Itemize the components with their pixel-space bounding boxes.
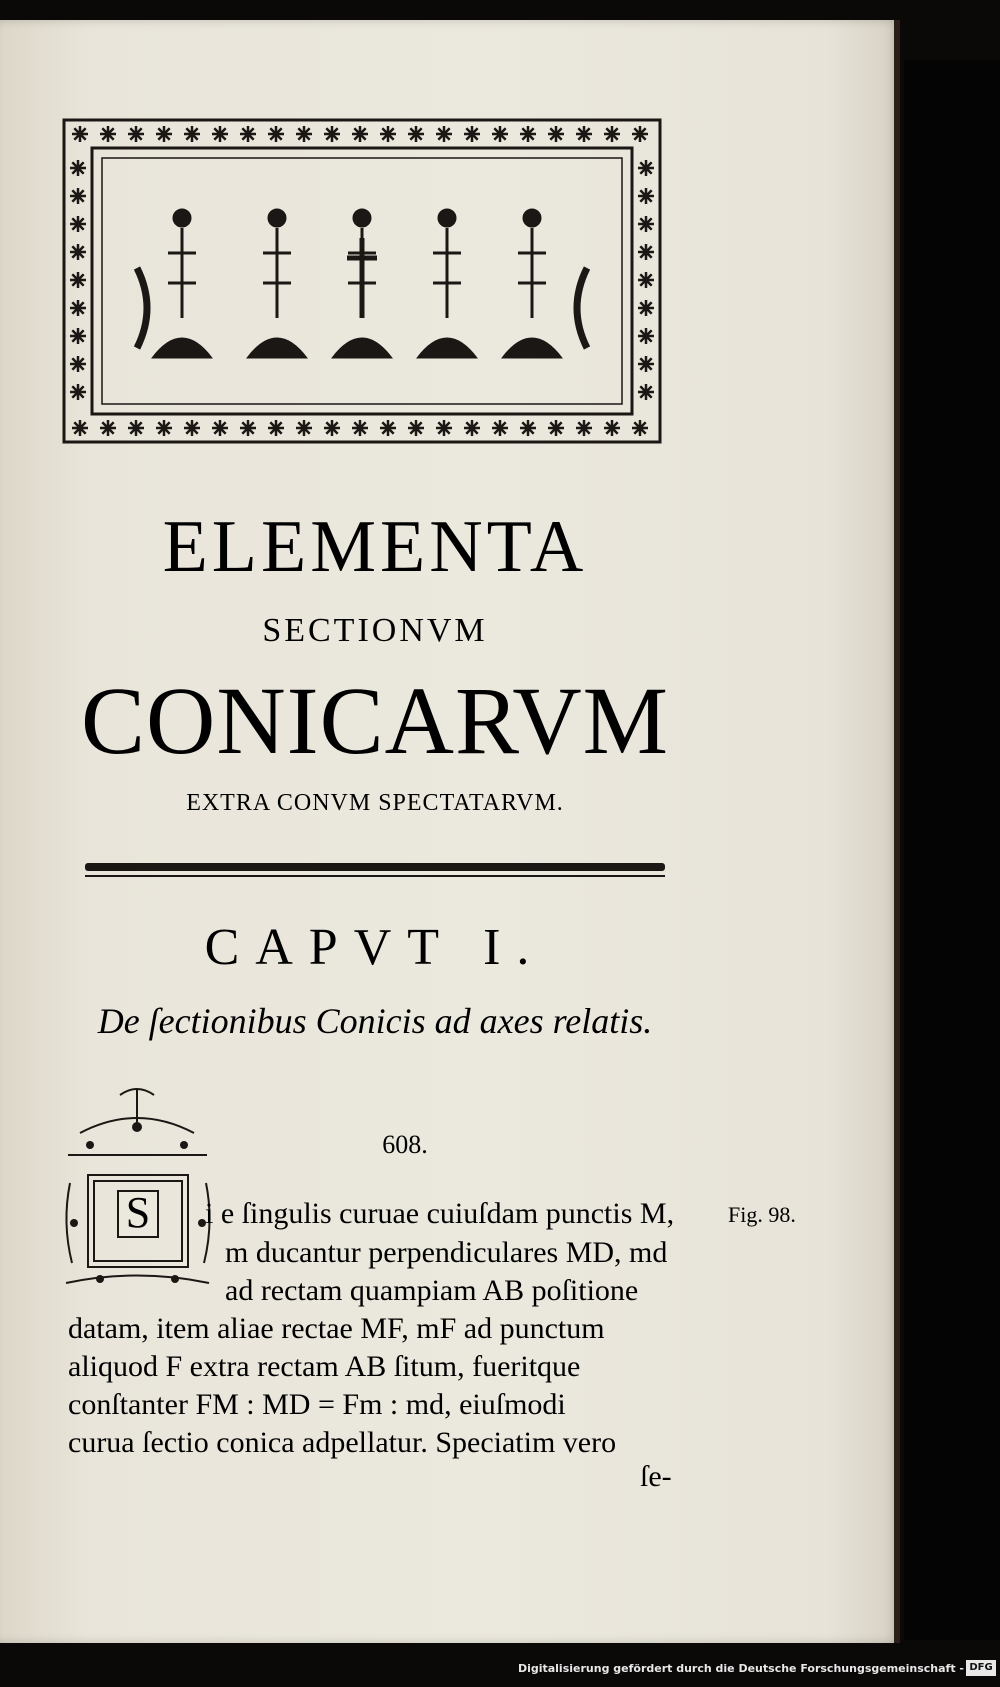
body-line-5: aliquod F extra rectam AB ſitum, fueritque <box>68 1350 581 1383</box>
digitization-credit: Digitalisierung gefördert durch die Deutsche Forschungsgemeinschaft - <box>517 1662 964 1675</box>
dfg-logo: DFG <box>966 1660 996 1676</box>
catchword: ſe- <box>640 1460 672 1493</box>
chapter-heading: CAPVT I. <box>204 919 546 976</box>
initial-letter: S <box>125 1188 151 1237</box>
title-elementa: ELEMENTA <box>162 506 588 588</box>
chapter-subheading: De ſectionibus Conicis ad axes relatis. <box>97 1001 653 1041</box>
body-line-2: m ducantur perpendiculares MD, md <box>225 1236 668 1269</box>
title-rule <box>85 863 665 877</box>
page-edge <box>894 20 900 1643</box>
body-line-1: i e ſingulis curuae cuiuſdam punctis M, <box>205 1197 675 1230</box>
section-number: 608. <box>382 1130 428 1159</box>
body-line-6: conſtanter FM : MD = Fm : md, eiuſmodi <box>68 1388 566 1421</box>
body-line-7: curua ſectio conica adpellatur. Speciatim vero <box>68 1426 617 1459</box>
title-extra-conum: EXTRA CONVM SPECTATARVM. <box>186 790 564 816</box>
body-line-3: ad rectam quampiam AB poſitione <box>225 1274 639 1307</box>
figure-reference: Fig. 98. <box>728 1202 796 1227</box>
scan-background-strip <box>904 60 1000 1640</box>
headpiece-ornament <box>62 118 662 444</box>
body-line-4: datam, item aliae rectae MF, mF ad punctum <box>68 1312 605 1345</box>
title-conicarum: CONICARVM <box>80 667 670 774</box>
title-sectionum: SECTIONVM <box>262 612 488 649</box>
